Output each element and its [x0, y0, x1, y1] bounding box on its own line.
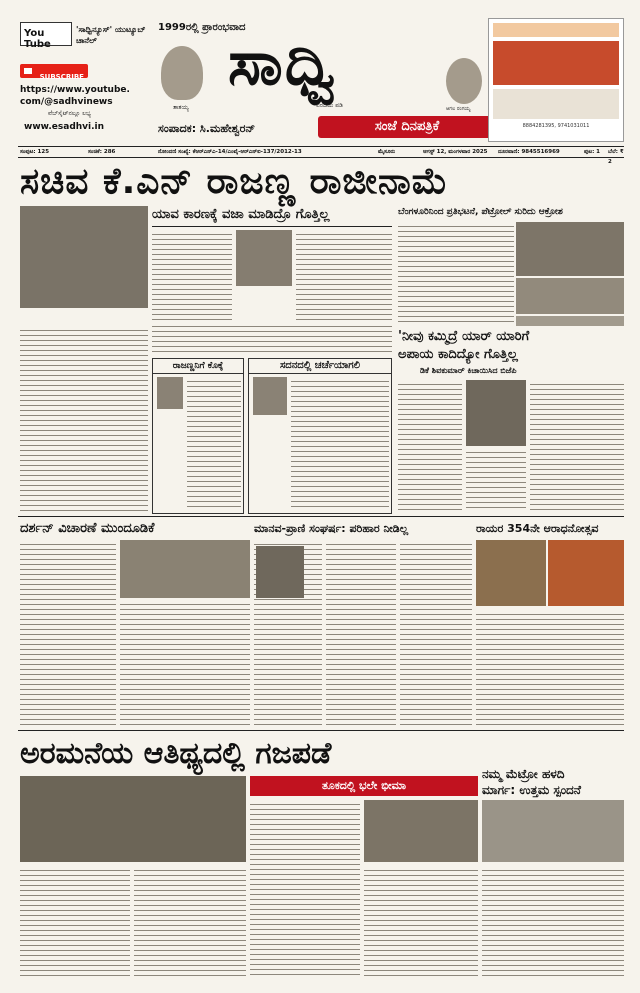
- dk-body-left: [152, 230, 232, 320]
- neevu-body-right: [530, 380, 624, 512]
- elephant-weighing-photo: [364, 800, 478, 862]
- youtube-play-icon: [24, 68, 32, 74]
- website-url[interactable]: www.esadhvi.in: [24, 122, 105, 132]
- metro-headline-1: ನಮ್ಮ ಮೆಟ್ರೋ ಹಳದಿ: [482, 767, 565, 781]
- metro-body: [482, 866, 624, 976]
- rayara-headline: ರಾಯರ 354ನೇ ಆರಾಧನೋತ್ಸವ: [476, 522, 599, 535]
- aramane-headline: ಅರಮನೆಯ ಆತಿಥ್ಯದಲ್ಲಿ ಗಜಪಡೆ: [20, 736, 332, 771]
- neevu-headline-2: ಅಪಾಯ ಕಾದಿದ್ಯೋ ಗೊತ್ತಿಲ್ಲ: [398, 347, 518, 362]
- rajanna-photo-caption: [20, 310, 148, 324]
- protest-photo-3: [516, 316, 624, 326]
- dk-headline: ಯಾವ ಕಾರಣಕ್ಕೆ ವಜಾ ಮಾಡಿದ್ರೊ ಗೊತ್ತಿಲ್ಲ: [152, 207, 330, 222]
- pages: ಪುಟ: 1: [584, 149, 601, 155]
- editor-line: ಸಂಪಾದಕ: ಸಿ.ಮಹೇಶ್ವರನ್: [158, 122, 256, 135]
- tooka-headline: ತೂಕದಲ್ಲಿ ಭಲೇ ಭೀಮಾ: [321, 779, 407, 792]
- portrait-right: [446, 58, 482, 104]
- youtube-promo: [18, 18, 148, 142]
- rajanna-box-title: ರಾಜಣ್ಣನಿಗೆ ಕೊಕ್ಕೆ: [153, 359, 243, 374]
- conflict-headline: ಮಾನವ-ಪ್ರಾಣಿ ಸಂಘರ್ಷ: ಪರಿಹಾರ ನೀಡಿಲ್ಲ: [254, 522, 409, 535]
- section-rule-2: [18, 730, 624, 731]
- dk-kicker: ಡಿಕೆ ಶಿವಕುಮಾರ್ ಕಿಚಾಯಿಸಿದ ಬಿಜೆಪಿ: [420, 366, 517, 375]
- city: ಮೈಸೂರು: [378, 149, 396, 155]
- tooka-body-right: [364, 866, 478, 976]
- aramane-body-2: [134, 866, 246, 976]
- evening-daily-badge: ಸಂಜೆ ದಿನಪತ್ರಿಕೆ: [318, 116, 496, 138]
- darshan-headline: ದರ್ಶನ್ ವಿಚಾರಣೆ ಮುಂದೂಡಿಕೆ: [20, 521, 155, 536]
- neevu-headline-1: 'ನೀವು ಕಮ್ಮಿದ್ರೆ ಯಾರ್ ಯಾರಿಗೆ: [398, 329, 530, 344]
- darshan-body-left: [20, 540, 116, 726]
- sadana-body: [291, 377, 389, 509]
- rajanna-story-body: [20, 326, 148, 514]
- conflict-body-right: [400, 540, 472, 726]
- phone: ದೂರವಾಣಿ: 9845516969: [498, 149, 560, 155]
- bengaluru-body: [398, 222, 514, 326]
- sadana-headline: ಸದನದಲ್ಲಿ ಚರ್ಚೆಯಾಗಲಿ: [249, 359, 391, 374]
- dk-shivakumar-photo: [236, 230, 292, 286]
- date: ಆಗಸ್ಟ್ 12, ಮಂಗಳವಾರ 2025: [423, 149, 488, 155]
- youtube-logo[interactable]: You Tube: [20, 22, 72, 46]
- darshan-photo: [120, 540, 250, 598]
- metro-photo: [482, 800, 624, 862]
- dk-photo: [466, 380, 526, 446]
- dk-body-right: [296, 230, 392, 320]
- rayara-idol-photo: [548, 540, 624, 606]
- started-year: 1999ರಲ್ಲಿ ಪ್ರಾರಂಭವಾದ: [158, 22, 246, 33]
- web-available-label: ವೆಬ್‌ಸೈಟ್‌ನಲ್ಲೂ ಲಭ್ಯ: [48, 110, 91, 117]
- rajanna-box-photo: [157, 377, 183, 409]
- founder-portrait: [161, 46, 203, 100]
- newspaper-logo: ಸಾಧ್ವಿ: [228, 26, 338, 99]
- price: ಬೆಲೆ: ₹ 2: [608, 149, 624, 165]
- masthead-advertisement[interactable]: [488, 18, 624, 142]
- rajanna-photo: [20, 206, 148, 308]
- protest-photo-1: [516, 222, 624, 276]
- ad-header: [493, 23, 619, 37]
- sadana-box: [248, 358, 392, 514]
- darshan-body-right: [120, 600, 250, 726]
- logo-caption: ವರದಿಯ ಪಡಿ: [316, 102, 343, 109]
- issue: ಸಂಚಿಕೆ: 286: [88, 149, 116, 155]
- rajanna-box-body: [187, 377, 241, 507]
- aramane-body-1: [20, 866, 130, 976]
- portrait-right-label: ಆಗಲ ರಂಗಯ್ಯ: [446, 106, 471, 112]
- registration: ನೋಂದಣಿ ಸಂಖ್ಯೆ: ಕೆಆರ್‌ಎನ್‌ಎ-14/ಎಂವೈ-ಆರ್‌ಎನ್‌ಐ-137/2012-13: [158, 149, 302, 155]
- neevu-body-middle: [466, 448, 526, 512]
- elephants-palace-photo: [20, 776, 246, 862]
- founder-label: ತಾತಯ್ಯ: [173, 104, 189, 111]
- subscribe-button[interactable]: SUBSCRIBE: [20, 64, 88, 78]
- ad-text: [493, 89, 619, 119]
- sadana-photo: [253, 377, 287, 415]
- neevu-body-left: [398, 380, 462, 512]
- rayara-temple-photo: [476, 540, 546, 606]
- ad-phone: 8884281395, 9741031011: [522, 123, 590, 129]
- tooka-banner: [250, 776, 478, 796]
- dk-body-bottom: [152, 322, 392, 354]
- bengaluru-headline: ಬೆಂಗಳೂರಿನಿಂದ ಪ್ರತಿಭಟನೆ, ಪೆಟ್ರೋಲ್ ಸುರಿದು ಆಕ್ರೋಶ: [398, 207, 563, 217]
- conflict-body-middle: [326, 540, 396, 726]
- youtube-promo-title: 'ಸಾಧ್ವಿನ್ಯೂಸ್' ಯುಟ್ಯೂಬ್ ಚಾನೆಲ್: [76, 25, 146, 45]
- youtube-url[interactable]: https://www.youtube. com/@sadhvinews: [20, 85, 130, 107]
- section-rule: [18, 516, 624, 517]
- masthead: [18, 18, 624, 144]
- conflict-photo: [256, 546, 304, 598]
- rajanna-box: [152, 358, 244, 514]
- protest-photo-2: [516, 278, 624, 314]
- ad-image: [493, 41, 619, 85]
- rule: [152, 226, 392, 227]
- main-headline: ಸಚಿವ ಕೆ.ಎನ್ ರಾಜಣ್ಣ ರಾಜೀನಾಮೆ: [20, 161, 449, 202]
- info-bar: [18, 146, 624, 165]
- tooka-body-left: [250, 800, 360, 976]
- rayara-body: [476, 610, 624, 726]
- metro-headline-2: ಮಾರ್ಗ: ಉತ್ತಮ ಸ್ಪಂದನೆ: [482, 783, 581, 797]
- volume: ಸಂಪುಟ: 125: [20, 149, 50, 155]
